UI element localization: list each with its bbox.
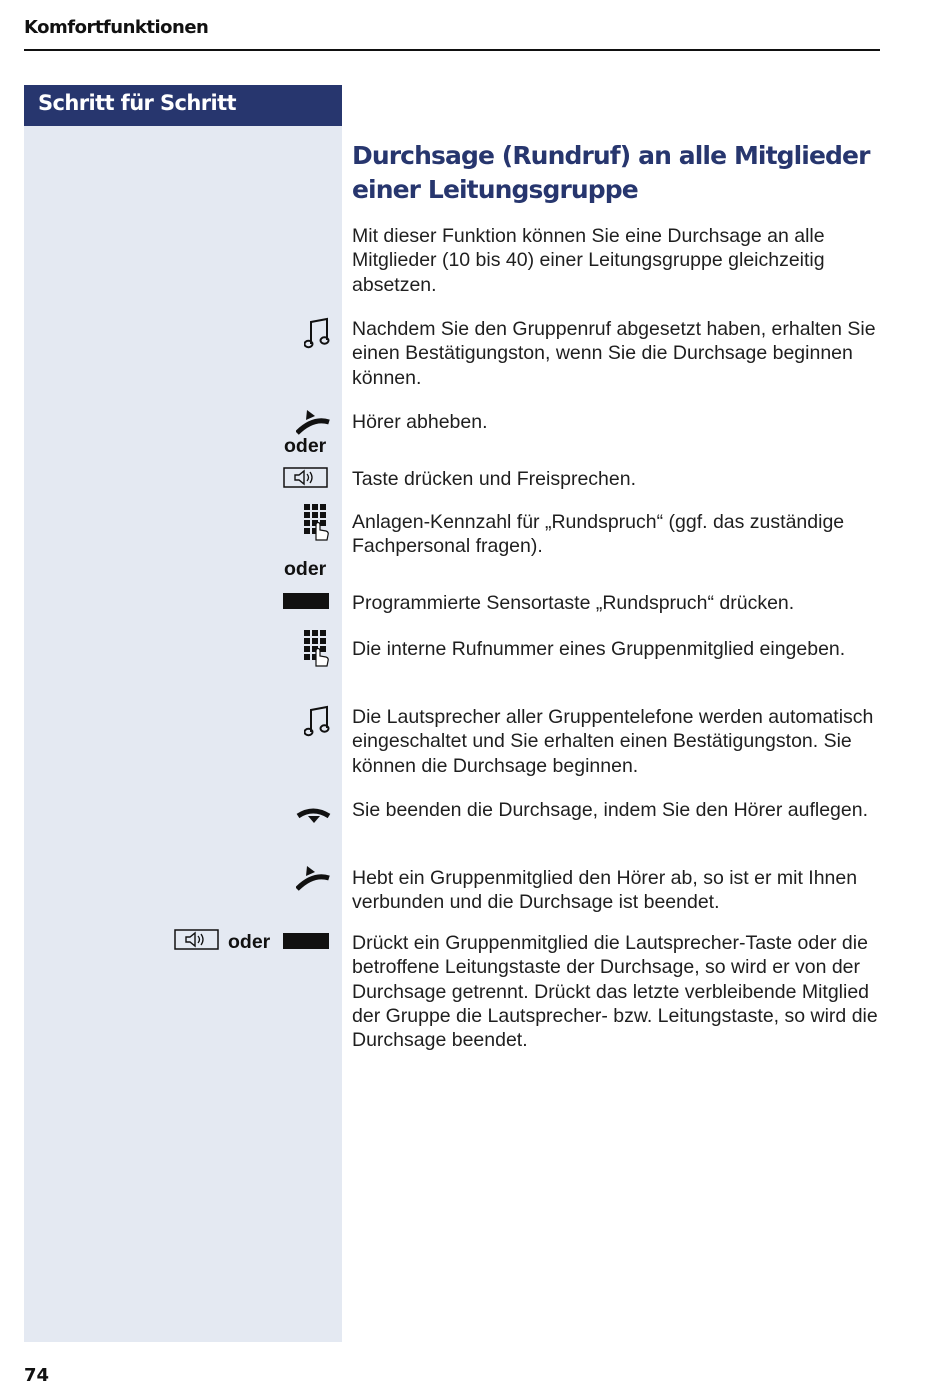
step-speaker-text: Taste drücken und Freisprechen. bbox=[352, 468, 636, 490]
keypad-icon bbox=[303, 503, 331, 541]
music-note-icon bbox=[304, 317, 330, 349]
handset-lift-icon bbox=[296, 410, 332, 438]
handset-hangup-icon bbox=[296, 804, 332, 826]
or-label: oder bbox=[284, 435, 327, 457]
step-code-text: Anlagen-Kennzahl für „Rundspruch“ (ggf. das zuständige Fachpersonal fragen). bbox=[352, 511, 845, 558]
step-tone2-text: Die Lautsprecher aller Gruppentelefone werden automatisch eingeschaltet und Sie erhalten einen Bestätigungston. Sie können die Durchsage beginnen. bbox=[352, 706, 874, 777]
step-lift-text: Hörer abheben. bbox=[352, 411, 488, 433]
step-member-presses-text: Drückt ein Gruppenmitglied die Lautsprecher-Taste oder die betroffene Leitungstaste der Durchsage, so wird er von der Durchsage getrennt. Drückt das letzte verbleibende Mitglied der Gruppe die Lautsprecher- bzw. Leitungstaste, so wird die Durchsage beendet. bbox=[352, 932, 878, 1052]
page-header-title: Komfortfunktionen bbox=[24, 17, 209, 38]
step-hangup-text: Sie beenden die Durchsage, indem Sie den Hörer auflegen. bbox=[352, 799, 869, 821]
page-number: 74 bbox=[24, 1365, 50, 1386]
sensor-key-icon bbox=[283, 933, 329, 949]
music-note-icon bbox=[304, 705, 330, 737]
step-sensor-text: Programmierte Sensortaste „Rundspruch“ drücken. bbox=[352, 592, 795, 614]
section-title: Durchsage (Rundruf) an alle Mitglieder einer Leitungsgruppe bbox=[352, 141, 870, 204]
speaker-key-icon bbox=[174, 929, 219, 950]
sidebar-heading: Schritt für Schritt bbox=[24, 85, 342, 126]
step-member-lifts-text: Hebt ein Gruppenmitglied den Hörer ab, so ist er mit Ihnen verbunden und die Durchsage ist beendet. bbox=[352, 867, 858, 914]
sensor-key-icon bbox=[283, 593, 329, 609]
speaker-key-icon bbox=[283, 467, 328, 488]
sidebar-column bbox=[24, 85, 342, 1342]
step-tone-text: Nachdem Sie den Gruppenruf abgesetzt haben, erhalten Sie einen Bestätigungston, wenn Sie die Durchsage beginnen können. bbox=[352, 318, 876, 389]
intro-text: Mit dieser Funktion können Sie eine Durchsage an alle Mitglieder (10 bis 40) einer Leitungsgruppe gleichzeitig absetzen. bbox=[352, 225, 825, 296]
handset-lift-icon bbox=[296, 866, 332, 894]
step-internal-number-text: Die interne Rufnummer eines Gruppenmitglied eingeben. bbox=[352, 638, 846, 660]
or-label: oder bbox=[284, 558, 327, 580]
keypad-icon bbox=[303, 629, 331, 667]
or-label: oder bbox=[228, 931, 271, 953]
header-rule bbox=[24, 49, 880, 51]
